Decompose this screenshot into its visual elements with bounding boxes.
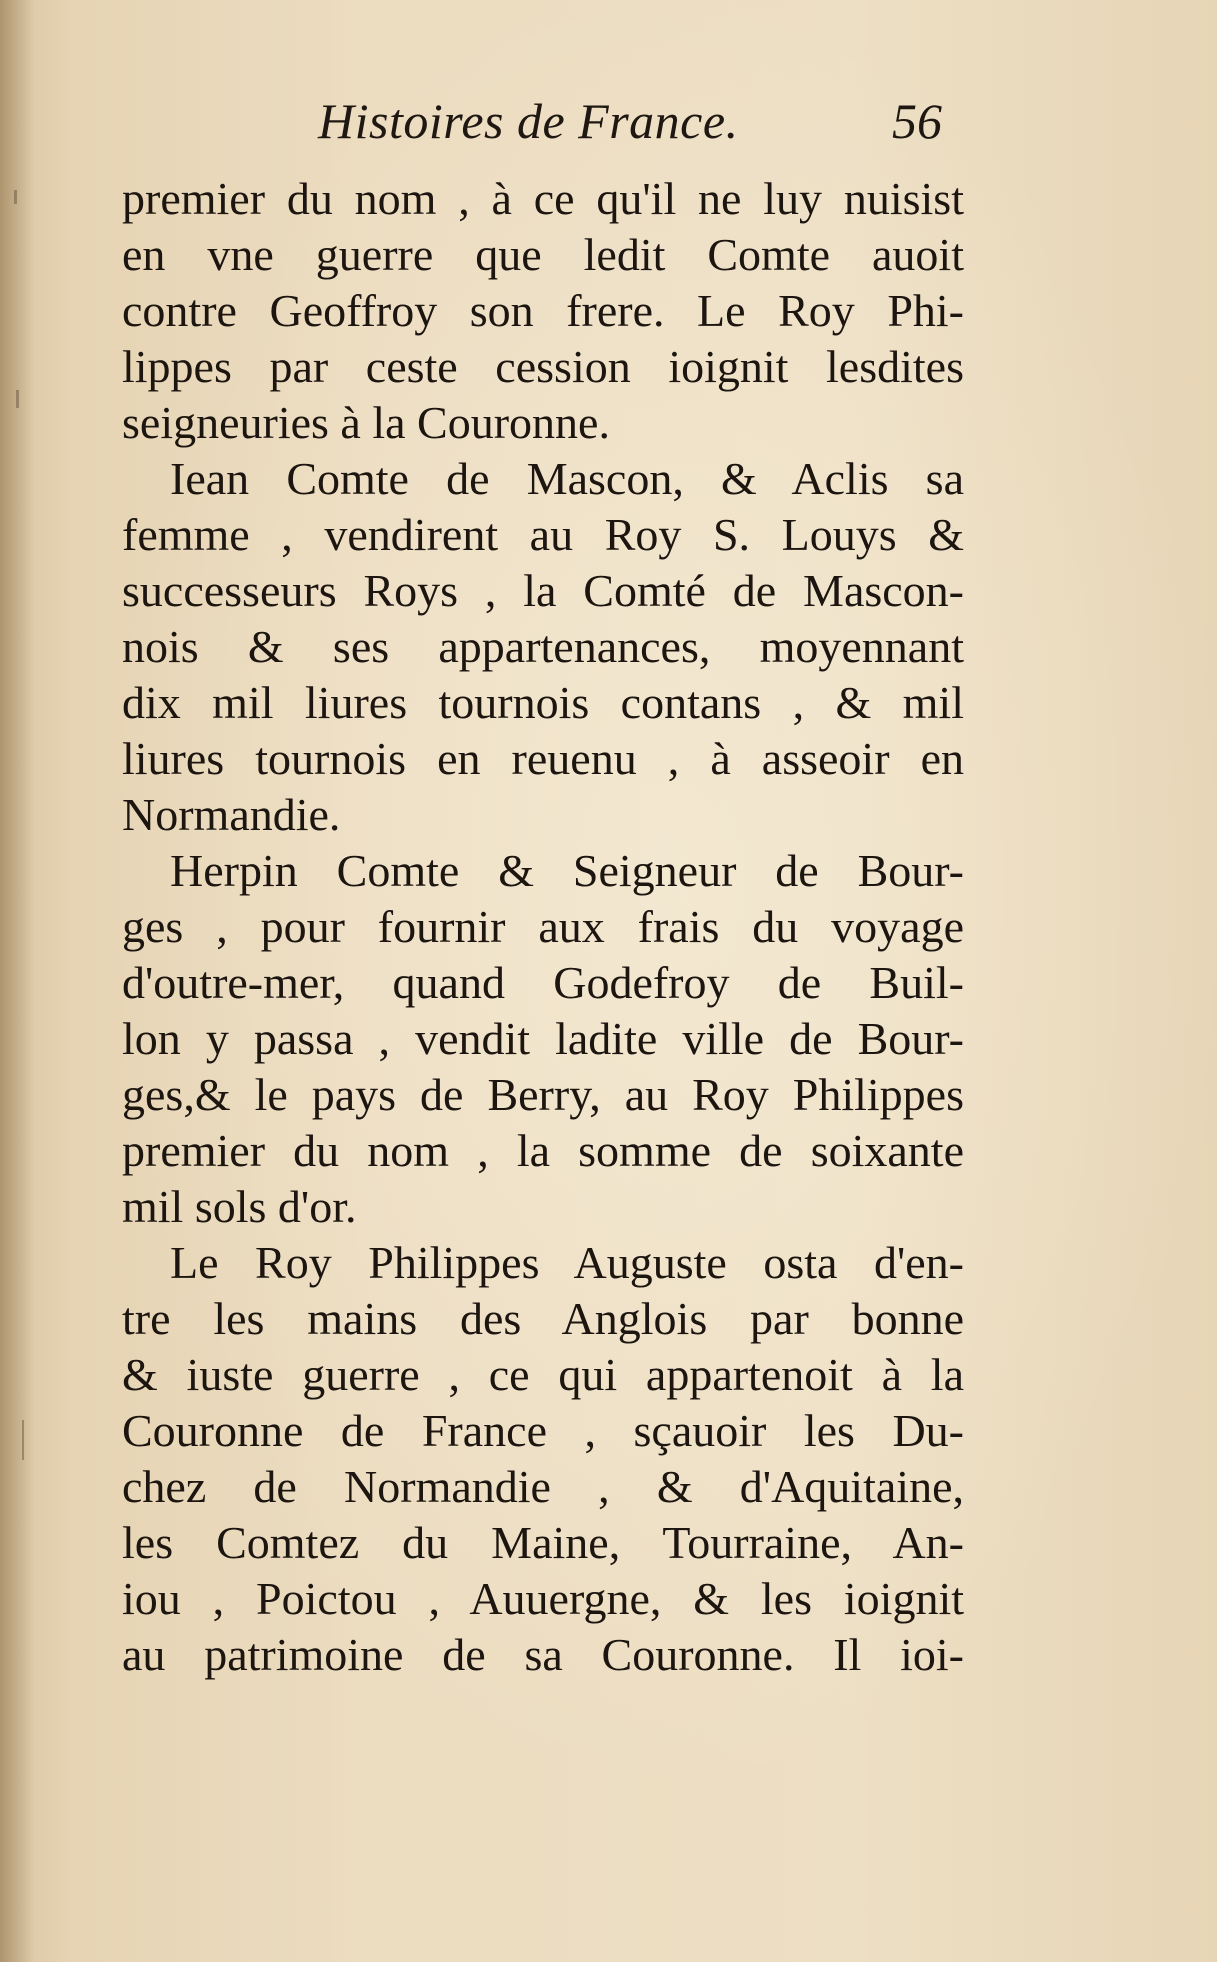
edge-mark [14, 190, 17, 204]
page-number: 56 [892, 93, 942, 149]
page-header [0, 92, 1217, 162]
text-line: les Comtez du Maine, Tourraine, An- [122, 1517, 964, 1568]
text-line: Couronne de France , sçauoir les Du- [122, 1405, 964, 1456]
text-line: liures tournois en reuenu , à asseoir en [122, 733, 964, 784]
text-line: & iuste guerre , ce qui appartenoit à la [122, 1349, 964, 1400]
text-line: au patrimoine de sa Couronne. Il ioi- [122, 1629, 964, 1680]
text-line: chez de Normandie , & d'Aquitaine, [122, 1461, 964, 1512]
text-line: nois & ses appartenances, moyennant [122, 621, 964, 672]
text-line: ges , pour fournir aux frais du voyage [122, 901, 964, 952]
text-line: premier du nom , la somme de soixante [122, 1125, 964, 1176]
text-line: iou , Poictou , Auuergne, & les ioignit [122, 1573, 964, 1624]
text-line: femme , vendirent au Roy S. Louys & [122, 509, 964, 560]
text-line: tre les mains des Anglois par bonne [122, 1293, 964, 1344]
edge-mark [22, 1420, 24, 1460]
text-line: successeurs Roys , la Comté de Mascon- [122, 565, 964, 616]
text-line: Le Roy Philippes Auguste osta d'en- [170, 1237, 964, 1288]
text-line: Normandie. [122, 789, 341, 840]
text-line: seigneuries à la Couronne. [122, 397, 610, 448]
text-line: Herpin Comte & Seigneur de Bour- [170, 845, 964, 896]
text-line: ges,& le pays de Berry, au Roy Philippes [122, 1069, 964, 1120]
text-line: premier du nom , à ce qu'il ne luy nuisist [122, 173, 964, 224]
running-title: Histoires de France. [318, 93, 739, 149]
text-line: lon y passa , vendit ladite ville de Bour- [122, 1013, 964, 1064]
text-line: mil sols d'or. [122, 1181, 357, 1232]
text-line: Iean Comte de Mascon, & Aclis sa [170, 453, 964, 504]
text-line: contre Geoffroy son frere. Le Roy Phi- [122, 285, 964, 336]
gutter-shadow [0, 0, 34, 1962]
edge-mark [16, 390, 19, 408]
text-line: dix mil liures tournois contans , & mil [122, 677, 964, 728]
text-line: d'outre-mer, quand Godefroy de Buil- [122, 957, 964, 1008]
text-line: en vne guerre que ledit Comte auoit [122, 229, 964, 280]
text-line: lippes par ceste cession ioignit lesdites [122, 341, 964, 392]
